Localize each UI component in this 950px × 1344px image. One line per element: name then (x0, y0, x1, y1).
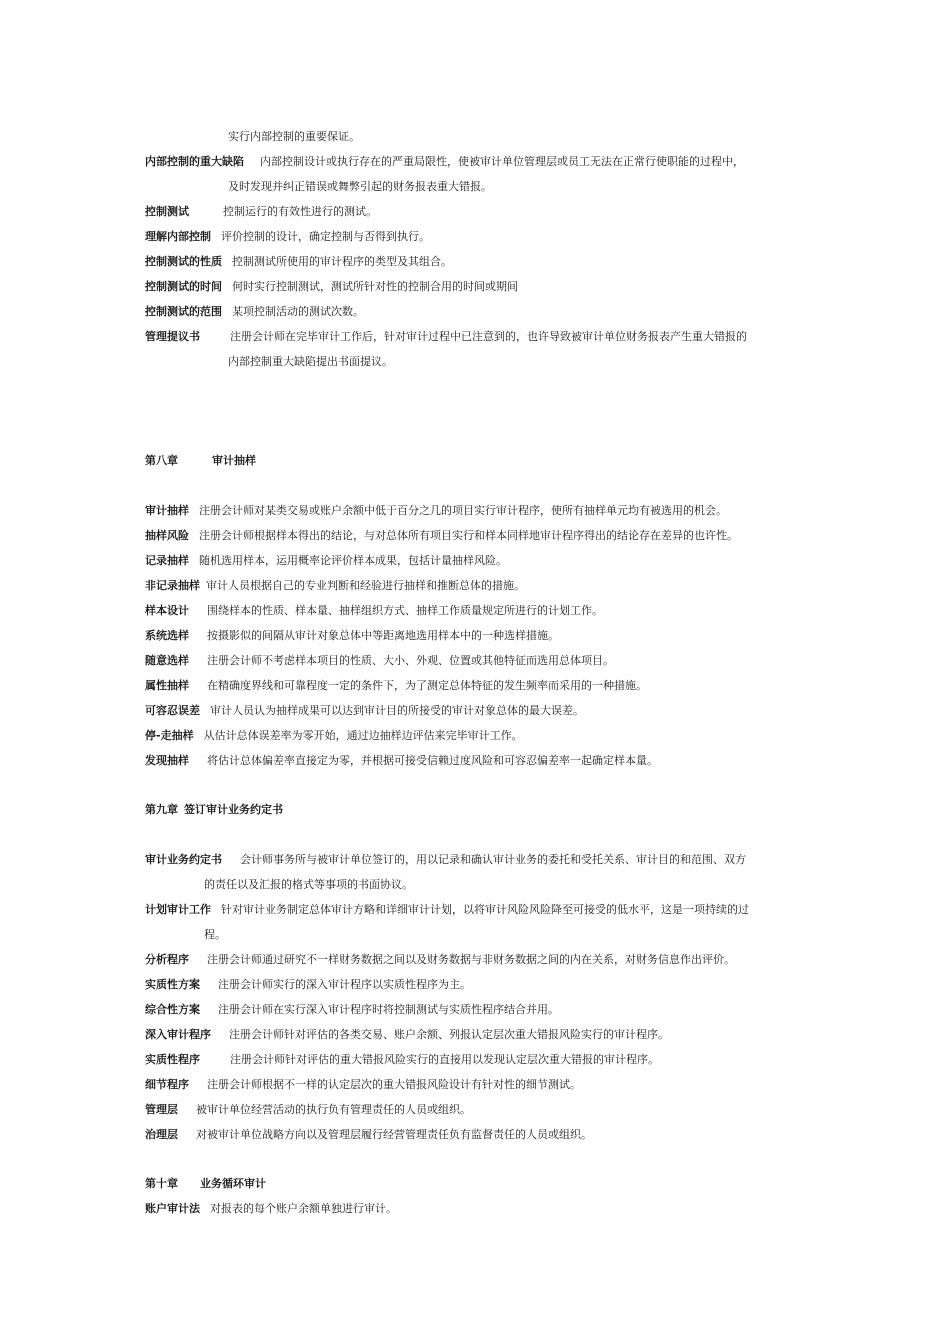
glossary-term: 控制测试的时间 (145, 280, 222, 293)
glossary-entry (145, 1002, 825, 1018)
glossary-definition: 注册会计师针对评估的各类交易、账户余额、列报认定层次重大错报风险实行的审计程序。 (229, 1028, 669, 1041)
glossary-entry (145, 1102, 825, 1118)
glossary-entry (145, 254, 825, 270)
glossary-term: 记录抽样 (145, 554, 189, 567)
glossary-entry (145, 503, 825, 519)
chapter-title: 业务循环审计 (200, 1177, 266, 1190)
glossary-term: 实质性程序 (145, 1053, 200, 1066)
chapter-heading (145, 1176, 266, 1192)
glossary-continuation: 程。 (204, 928, 226, 941)
glossary-term: 系统选样 (145, 629, 189, 642)
glossary-definition: 对报表的每个账户余额单独进行审计。 (210, 1202, 397, 1215)
glossary-entry (145, 703, 825, 719)
glossary-entry (145, 329, 825, 345)
glossary-term: 属性抽样 (145, 679, 189, 692)
glossary-definition: 将估计总体偏差率直接定为零，并根据可接受信赖过度风险和可容忍偏差率一起确定样本量。 (207, 754, 658, 767)
glossary-definition: 在精确度界线和可靠程度一定的条件下，为了测定总体特征的发生频率而采用的一种措施。 (207, 679, 647, 692)
glossary-definition: 随机选用样本，运用概率论评价样本成果，包括计量抽样风险。 (199, 554, 507, 567)
glossary-entry (145, 528, 825, 544)
glossary-entry (145, 852, 825, 868)
glossary-term: 内部控制的重大缺陷 (145, 155, 244, 168)
glossary-term: 治理层 (145, 1128, 178, 1141)
glossary-continuation: 的责任以及汇报的格式等事项的书面协议。 (204, 878, 413, 891)
glossary-term: 控制测试的范围 (145, 305, 222, 318)
glossary-term: 可容忍误差 (145, 704, 200, 717)
glossary-entry (145, 1052, 825, 1068)
glossary-entry (145, 1077, 825, 1093)
glossary-continuation: 及时发现并纠正错误或舞弊引起的财务报表重大错报。 (228, 180, 492, 193)
glossary-term: 非记录抽样 (145, 579, 200, 592)
glossary-entry (145, 154, 825, 170)
glossary-definition: 会计师事务所与被审计单位签订的，用以记录和确认审计业务的委托和受托关系、审计目的和范围、双方 (240, 853, 746, 866)
glossary-entry (145, 678, 825, 694)
glossary-term: 审计业务约定书 (145, 853, 222, 866)
chapter-number: 第九章 (145, 803, 178, 816)
glossary-entry (145, 304, 825, 320)
glossary-definition: 围绕样本的性质、样本量、抽样组织方式、抽样工作质量规定所进行的计划工作。 (207, 604, 603, 617)
glossary-definition: 注册会计师针对评估的重大错报风险实行的直接用以发现认定层次重大错报的审计程序。 (230, 1053, 659, 1066)
chapter-heading (145, 453, 256, 469)
glossary-term: 综合性方案 (145, 1003, 200, 1016)
chapter-title: 审计抽样 (212, 454, 256, 467)
chapter-number: 第八章 (145, 454, 178, 467)
glossary-definition: 审计人员认为抽样成果可以达到审计目的所接受的审计对象总体的最大误差。 (210, 704, 584, 717)
glossary-definition: 注册会计师在完毕审计工作后，针对审计过程中已注意到的，也许导致被审计单位财务报表产生重大错报的 (230, 330, 747, 343)
glossary-term: 管理提议书 (145, 330, 200, 343)
glossary-definition: 控制运行的有效性进行的测试。 (223, 205, 377, 218)
glossary-definition: 从估计总体误差率为零开始，通过边抽样边评估来完毕审计工作。 (203, 729, 523, 742)
glossary-continuation: 内部控制重大缺陷提出书面提议。 (228, 355, 393, 368)
glossary-entry (145, 279, 825, 295)
glossary-entry (145, 728, 825, 744)
glossary-definition: 评价控制的设计，确定控制与否得到执行。 (221, 230, 430, 243)
glossary-term: 账户审计法 (145, 1202, 200, 1215)
intro-continuation: 实行内部控制的重要保证。 (228, 130, 360, 143)
glossary-term: 发现抽样 (145, 754, 189, 767)
glossary-definition: 针对审计业务制定总体审计方略和详细审计计划，以将审计风险风险降至可接受的低水平，这是一项持续的过 (221, 903, 749, 916)
chapter-number: 第十章 (145, 1177, 178, 1190)
glossary-term: 控制测试 (145, 205, 189, 218)
glossary-entry (145, 1201, 825, 1217)
glossary-definition: 控制测试所使用的审计程序的类型及其组合。 (232, 255, 452, 268)
glossary-term: 抽样风险 (145, 529, 189, 542)
glossary-term: 停-走抽样 (145, 729, 194, 742)
glossary-definition: 注册会计师不考虑样本项目的性质、大小、外观、位置或其他特征而选用总体项目。 (207, 654, 614, 667)
glossary-entry (145, 204, 825, 220)
glossary-entry (145, 628, 825, 644)
glossary-definition: 何时实行控制测试，测试所针对性的控制合用的时间或期间 (232, 280, 518, 293)
glossary-definition: 注册会计师通过研究不一样财务数据之间以及财务数据与非财务数据之间的内在关系，对财务信息作出评价。 (207, 953, 735, 966)
glossary-term: 随意选样 (145, 654, 189, 667)
glossary-term: 样本设计 (145, 604, 189, 617)
glossary-definition: 注册会计师对某类交易或账户余额中低于百分之几的项目实行审计程序，使所有抽样单元均有被选用的机会。 (199, 504, 727, 517)
glossary-entry (145, 1127, 825, 1143)
glossary-term: 理解内部控制 (145, 230, 211, 243)
glossary-definition: 对被审计单位战略方向以及管理层履行经营管理责任负有监督责任的人员或组织。 (196, 1128, 592, 1141)
glossary-term: 审计抽样 (145, 504, 189, 517)
glossary-entry (145, 653, 825, 669)
glossary-definition: 某项控制活动的测试次数。 (232, 305, 364, 318)
glossary-entry (145, 1027, 825, 1043)
glossary-definition: 注册会计师实行的深入审计程序以实质性程序为主。 (218, 978, 471, 991)
glossary-term: 深入审计程序 (145, 1028, 211, 1041)
glossary-entry (145, 977, 825, 993)
glossary-definition: 按摄影似的间隔从审计对象总体中等距离地选用样本中的一种选样措施。 (207, 629, 559, 642)
glossary-definition: 内部控制设计或执行存在的严重局限性，使被审计单位管理层或员工无法在正常行使职能的过程中， (260, 155, 744, 168)
glossary-term: 细节程序 (145, 1078, 189, 1091)
glossary-entry (145, 603, 825, 619)
glossary-term: 实质性方案 (145, 978, 200, 991)
glossary-definition: 审计人员根据自己的专业判断和经验进行抽样和推断总体的措施。 (206, 579, 525, 592)
glossary-entry (145, 578, 825, 594)
glossary-entry (145, 229, 825, 245)
glossary-entry (145, 553, 825, 569)
glossary-definition: 注册会计师根据样本得出的结论，与对总体所有项目实行和样本同样地审计程序得出的结论存在差异的也许性。 (199, 529, 738, 542)
glossary-term: 控制测试的性质 (145, 255, 222, 268)
glossary-entry (145, 753, 825, 769)
chapter-title: 签订审计业务约定书 (184, 803, 283, 816)
glossary-definition: 注册会计师根据不一样的认定层次的重大错报风险设计有针对性的细节测试。 (207, 1078, 581, 1091)
glossary-term: 管理层 (145, 1103, 178, 1116)
glossary-definition: 注册会计师在实行深入审计程序时将控制测试与实质性程序结合并用。 (218, 1003, 559, 1016)
glossary-term: 分析程序 (145, 953, 189, 966)
chapter-heading (145, 802, 283, 818)
glossary-definition: 被审计单位经营活动的执行负有管理责任的人员或组织。 (196, 1103, 471, 1116)
glossary-entry (145, 952, 825, 968)
glossary-term: 计划审计工作 (145, 903, 211, 916)
glossary-entry (145, 902, 825, 918)
